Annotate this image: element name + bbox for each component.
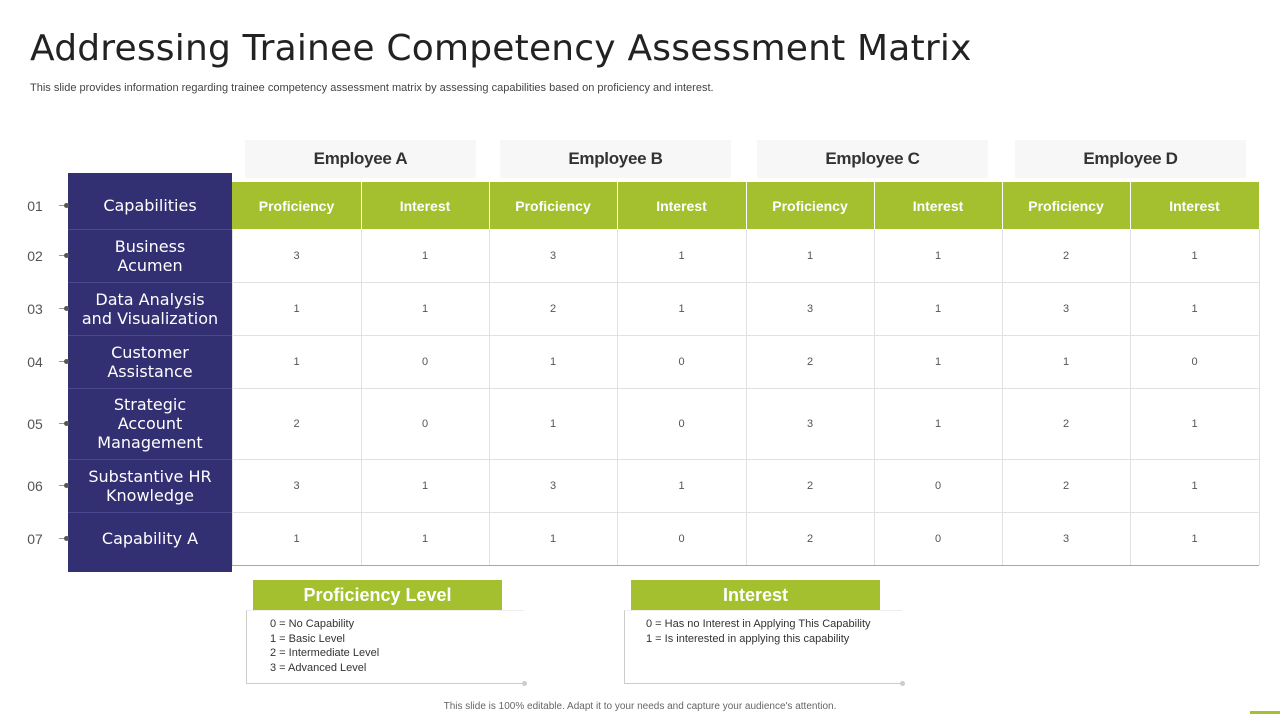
matrix-cell: 3: [806, 417, 814, 430]
matrix-cell: 0: [421, 355, 429, 368]
page-subtitle: This slide provides information regarding trainee competency assessment matrix by assessing capabilities based on proficiency and interest.: [30, 82, 714, 94]
label-separator: [68, 512, 232, 513]
grid-bottom-line: [232, 565, 1259, 566]
header-divider: [746, 182, 747, 229]
row-number: [20, 512, 66, 565]
row-number-text: 06: [27, 477, 43, 494]
grid-hline: [232, 388, 1259, 389]
matrix-cell: 3: [293, 249, 300, 262]
matrix-cell: 0: [1191, 355, 1198, 368]
matrix-cell: 1: [1191, 479, 1198, 492]
matrix-cell: 2: [806, 355, 814, 368]
employee-header: Employee A: [245, 140, 476, 178]
row-number: [20, 388, 66, 459]
footer-note: This slide is 100% editable. Adapt it to your needs and capture your audience's attention.: [443, 701, 837, 712]
grid-hline: [232, 512, 1259, 513]
matrix-cell: 0: [678, 417, 685, 430]
row-number-text: 04: [27, 353, 43, 370]
proficiency-legend-items: [270, 617, 379, 675]
interest-legend-items: [646, 617, 871, 646]
matrix-cell: 1: [549, 417, 557, 430]
capability-label: Substantive HR Knowledge: [88, 466, 212, 505]
matrix-cell: 3: [293, 479, 300, 492]
row-number: [20, 282, 66, 335]
matrix-cell: 1: [934, 249, 942, 262]
matrix-cell: 3: [806, 302, 814, 315]
column-header: Interest: [912, 197, 964, 214]
legend-item: 2 = Intermediate Level: [270, 647, 380, 659]
legend-item: 3 = Advanced Level: [270, 661, 367, 674]
header-divider: [361, 182, 362, 229]
matrix-cell: 1: [421, 249, 429, 262]
capability-label: Data Analysis and Visualization: [81, 289, 219, 328]
column-header: Interest: [656, 197, 707, 214]
legend-item: 1 = Basic Level: [270, 632, 345, 645]
column-header: Proficiency: [515, 197, 591, 214]
matrix-cell: 2: [1062, 479, 1070, 492]
matrix-cell: 1: [293, 302, 300, 315]
capability-label: Customer Assistance: [107, 342, 193, 381]
row-number-text: 05: [27, 415, 43, 432]
row-number-text: 01: [27, 197, 43, 214]
row-number: [20, 335, 66, 388]
matrix-cell: 1: [1191, 302, 1198, 315]
grid-vline: [746, 229, 747, 565]
row-number: [20, 459, 66, 512]
header-divider: [617, 182, 618, 229]
matrix-cell: 1: [421, 302, 429, 315]
matrix-cell: 1: [293, 532, 300, 545]
label-separator: [68, 229, 232, 230]
label-separator: [68, 282, 232, 283]
grid-vline: [1130, 229, 1131, 565]
legend-item: 1 = Is interested in applying this capability: [646, 632, 850, 645]
header-divider: [874, 182, 875, 229]
matrix-cell: 0: [678, 532, 685, 545]
row-number-text: 07: [27, 530, 43, 547]
matrix-cell: 1: [934, 355, 942, 368]
matrix-cell: 1: [678, 479, 685, 492]
label-separator: [68, 388, 232, 389]
label-separator: [68, 459, 232, 460]
column-header: Proficiency: [772, 197, 848, 214]
matrix-cell: 1: [934, 302, 942, 315]
grid-hline: [232, 335, 1259, 336]
proficiency-legend-title: Proficiency Level: [253, 580, 502, 610]
matrix-cell: 1: [678, 302, 685, 315]
matrix-cell: 1: [549, 532, 557, 545]
grid-vline: [1259, 229, 1260, 565]
header-divider: [1002, 182, 1003, 229]
matrix-cell: 1: [421, 532, 429, 545]
grid-vline: [617, 229, 618, 565]
capability-label: Business Acumen: [114, 236, 186, 275]
matrix-cell: 1: [1191, 532, 1198, 545]
matrix-cell: 3: [1062, 532, 1070, 545]
matrix-cell: 1: [1191, 249, 1198, 262]
grid-vline: [489, 229, 490, 565]
matrix-cell: 2: [1062, 249, 1070, 262]
matrix-cell: 3: [1062, 302, 1070, 315]
label-separator: [68, 335, 232, 336]
column-header: Interest: [399, 197, 451, 214]
employee-header: Employee B: [500, 140, 731, 178]
matrix-cell: 1: [1062, 355, 1070, 368]
interest-legend-title: Interest: [631, 580, 880, 610]
matrix-cell: 1: [293, 355, 300, 368]
column-header: Proficiency: [258, 197, 335, 214]
grid-hline: [232, 459, 1259, 460]
matrix-cell: 1: [421, 479, 429, 492]
legend-endpoint-icon: [522, 681, 527, 686]
page-title: Addressing Trainee Competency Assessment Matrix: [30, 28, 972, 69]
matrix-cell: 1: [1191, 417, 1198, 430]
corner-accent: [1250, 711, 1280, 714]
header-divider: [1130, 182, 1131, 229]
legend-endpoint-icon: [900, 681, 905, 686]
matrix-cell: 0: [678, 355, 685, 368]
capability-label: Strategic Account Management: [97, 395, 203, 452]
row-number-text: 02: [27, 247, 43, 264]
matrix-cell: 2: [1062, 417, 1070, 430]
grid-hline: [232, 282, 1259, 283]
grid-vline: [232, 229, 233, 565]
capability-label: Capability A: [101, 529, 199, 548]
header-divider: [489, 182, 490, 229]
legend-item: 0 = No Capability: [270, 618, 355, 630]
legend-item: 0 = Has no Interest in Applying This Capability: [646, 618, 871, 630]
matrix-cell: 2: [806, 532, 814, 545]
matrix-cell: 2: [293, 417, 300, 430]
matrix-cell: 2: [806, 479, 814, 492]
employee-header: Employee C: [757, 140, 988, 178]
row-number: [20, 182, 66, 229]
matrix-cell: 1: [549, 355, 557, 368]
column-header: Proficiency: [1028, 197, 1104, 214]
matrix-cell: 1: [678, 249, 685, 262]
matrix-cell: 3: [549, 479, 557, 492]
column-header: Interest: [1169, 197, 1220, 214]
matrix-cell: 0: [934, 479, 942, 492]
row-number: [20, 229, 66, 282]
matrix-cell: 0: [421, 417, 429, 430]
matrix-cell: 3: [549, 249, 557, 262]
matrix-cell: 1: [934, 417, 942, 430]
matrix-cell: 2: [549, 302, 557, 315]
employee-header: Employee D: [1015, 140, 1246, 178]
grid-vline: [361, 229, 362, 565]
grid-vline: [1002, 229, 1003, 565]
matrix-cell: 1: [806, 249, 814, 262]
grid-vline: [874, 229, 875, 565]
capabilities-header: Capabilities: [103, 196, 197, 215]
row-number-text: 03: [27, 300, 43, 317]
matrix-cell: 0: [934, 532, 942, 545]
